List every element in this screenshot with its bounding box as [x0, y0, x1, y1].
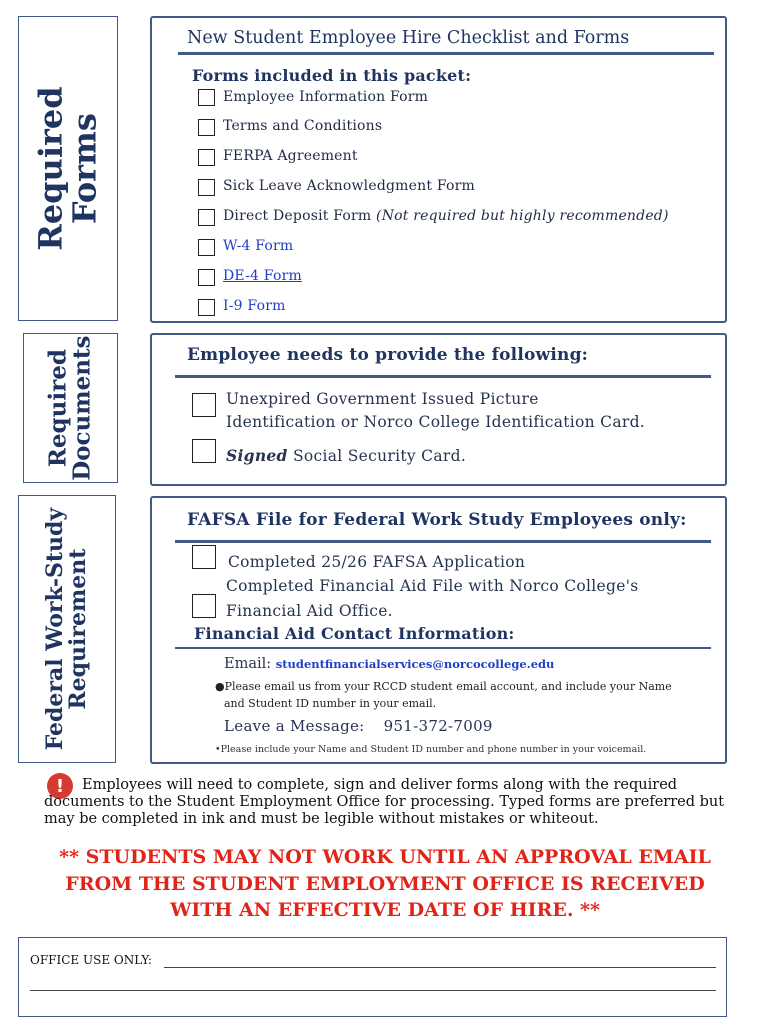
side-label-work-study — [18, 495, 116, 763]
warning-icon: ! — [47, 773, 73, 799]
direct-deposit-label — [223, 208, 669, 224]
sick-leave-checkbox[interactable] — [198, 179, 215, 196]
notice-line1: Employees will need to complete, sign and deliver forms along with the required — [82, 777, 678, 793]
financial-aid-file-line2: Financial Aid Office. — [226, 602, 393, 620]
w4-checkbox[interactable] — [198, 239, 215, 256]
documents-divider — [175, 375, 711, 378]
direct-deposit-text: Direct Deposit Form — [223, 208, 372, 224]
warning-line3: WITH AN EFFECTIVE DATE OF HIRE. ** — [170, 899, 600, 921]
message-label: Leave a Message: — [224, 717, 365, 735]
notice-line2: documents to the Student Employment Office for processing. Typed forms are preferred but — [44, 794, 725, 810]
sick-leave-label: Sick Leave Acknowledgment Form — [223, 178, 475, 194]
warning-line1: ** STUDENTS MAY NOT WORK UNTIL AN APPROVAL EMAIL — [59, 846, 711, 868]
email-row — [224, 656, 554, 672]
documents-title: Employee needs to provide the following: — [187, 345, 589, 365]
side-label-line: Federal Work-Study — [41, 507, 68, 751]
financial-aid-file-line1: Completed Financial Aid File with Norco College's — [226, 577, 639, 595]
picture-id-checkbox[interactable] — [192, 393, 216, 417]
contact-divider — [175, 647, 711, 649]
ferpa-checkbox[interactable] — [198, 149, 215, 166]
notice-line3: may be completed in ink and must be legible without mistakes or whiteout. — [44, 811, 599, 827]
side-label-line: Requirement — [65, 548, 91, 710]
email-note-text: Please email us from your RCCD student email account, and include your Name — [224, 680, 672, 693]
ferpa-label: FERPA Agreement — [223, 148, 358, 164]
social-security-checkbox[interactable] — [192, 439, 216, 463]
side-label-required-documents — [23, 333, 118, 483]
voicemail-note-text: Please include your Name and Student ID number and phone number in your voicemail. — [220, 744, 647, 755]
bullet-icon: • — [215, 744, 221, 755]
direct-deposit-checkbox[interactable] — [198, 209, 215, 226]
i9-checkbox[interactable] — [198, 299, 215, 316]
employee-information-checkbox[interactable] — [198, 89, 215, 106]
side-label-line: Documents — [68, 335, 96, 481]
i9-link[interactable]: I-9 Form — [223, 298, 286, 314]
title-divider — [178, 52, 714, 55]
bullet-icon: ● — [215, 680, 225, 693]
email-label: Email: — [224, 656, 272, 672]
side-label-required-forms — [18, 16, 118, 321]
office-use-box — [18, 937, 727, 1017]
forms-subtitle: Forms included in this packet: — [192, 66, 472, 85]
side-label-line: Required — [31, 86, 70, 251]
fafsa-title: FAFSA File for Federal Work Study Employees only: — [187, 510, 687, 530]
terms-conditions-checkbox[interactable] — [198, 119, 215, 136]
email-note-line2: and Student ID number in your email. — [224, 697, 437, 710]
social-security-label — [226, 446, 466, 465]
email-link[interactable]: studentfinancialservices@norcocollege.edu — [275, 657, 555, 671]
picture-id-line2: Identification or Norco College Identification Card. — [226, 413, 646, 431]
office-use-line — [164, 967, 716, 968]
page-title: New Student Employee Hire Checklist and Forms — [187, 28, 630, 48]
side-label-line: Required — [44, 348, 72, 468]
signed-emphasis: Signed — [226, 446, 288, 465]
w4-link[interactable]: W-4 Form — [223, 238, 294, 254]
social-security-text: Social Security Card. — [292, 447, 467, 465]
office-use-label: OFFICE USE ONLY: — [30, 953, 152, 967]
fafsa-application-label: Completed 25/26 FAFSA Application — [228, 553, 526, 571]
fafsa-divider — [175, 540, 711, 543]
terms-conditions-label: Terms and Conditions — [223, 118, 383, 134]
employee-information-label: Employee Information Form — [223, 89, 429, 105]
de4-checkbox[interactable] — [198, 269, 215, 286]
direct-deposit-note: (Not required but highly recommended) — [376, 208, 669, 224]
warning-line2: FROM THE STUDENT EMPLOYMENT OFFICE IS RECEIVED — [65, 873, 705, 895]
side-label-line: Forms — [65, 112, 103, 225]
financial-aid-file-checkbox[interactable] — [192, 594, 216, 618]
picture-id-line1: Unexpired Government Issued Picture — [226, 390, 539, 408]
de4-link[interactable]: DE-4 Form — [223, 268, 302, 284]
message-row — [224, 717, 493, 735]
fafsa-application-checkbox[interactable] — [192, 545, 216, 569]
phone-number: 951-372-7009 — [383, 717, 493, 735]
contact-title: Financial Aid Contact Information: — [194, 624, 515, 643]
email-note-line1 — [215, 680, 672, 693]
voicemail-note — [215, 744, 646, 755]
office-use-line — [30, 990, 716, 991]
